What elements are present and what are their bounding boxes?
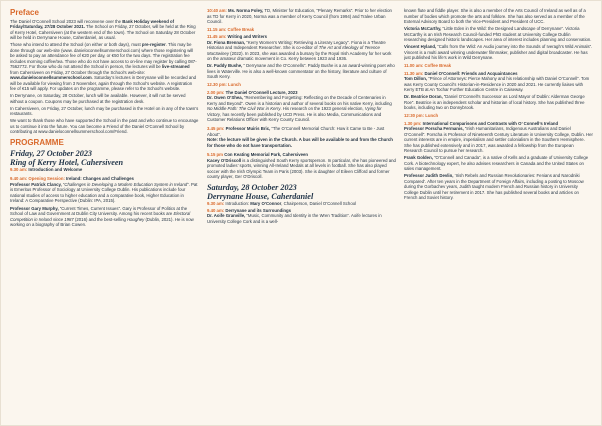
event-opening-session: 9.40 am: Opening Session: Ireland: Changes and Challenges Professor Patrick Clancy, “Challenges in Developing a Modern Education System in Ireland”. Pat is Emeritus Professor of Sociology at University College Dublin. His publications include four national studies of access to higher education and a comparative book, Higher Education in Ireland: A Comparative Perspective (Dublin: IPA, 2015). <box>10 176 198 204</box>
event-introduction-day2: 9.30 am: Introduction: Mary O’Connor, Chairperson, Daniel O’Connell School <box>207 200 357 206</box>
event-lunch-day1: 12.30 pm: Lunch <box>207 82 241 88</box>
event-introduction: 9.30 am: Introduction and Welcome <box>10 167 83 173</box>
event-writing-writers: 11.45 am: Writing and Writers Dr. Fiona Brennan, “Kerry Women’s Writing: Retrieving a Literary Legacy”. Fiona is a Theatre Historian and Independent Researcher. She is co-editor of The Art and Ideology of Terence MacSwiney (2022). In 2023, she was awarded a bursary by the Royal Irish Academy for her work on the amateur dramatic movement in Co. Kerry between 1923 and 1936. <box>207 34 392 62</box>
event-coffee-break: 11.15 am: Coffee Break <box>207 26 255 32</box>
event-friends-acquaintances: 11.30 am: Daniel O’Connell: Friends and Acquaintances Tom Dillon, “Prince of Attorneys: Pierce Mahony and his relationship with Daniel O’Connell”. Tom was Kerry County Council’s Historian-in-Residence in 2020 and 2021. He currently liaises with Kerry ETB at An Tochar Further Education Centre in Caiseway. <box>404 70 590 93</box>
event-judith-devlin: Professor Judith Devlin, ‘Irish Rebels and Russian Revolutionaries: Fenians and Narodniki Compared’. After ten years in the Department of Foreign Affairs, including a posting to Moscow during the Gorbachev years, Judith taught modern French and Russian history in University College Dublin until her retirement in 2017. She has published several books and articles on French and Soviet history. <box>404 173 584 201</box>
column-left <box>10 8 199 421</box>
event-oconnell-lecture: 2.00 pm: The Daniel O’Connell Lecture, 2023 Dr. Owen O’Shea, “Remembering and Forgetting: Reflecting on the Decade of Centenaries in Kerry and Beyond”. Owen is a historian and author of several books on his native Kerry, including No Middle Path: The Civil War in Kerry. His research on the 1923 general election, Vying for Victory, has recently been published by UCD Press. He is also Media, Communications and Customer Relations Officer with Kerry County Council. <box>207 89 392 123</box>
event-memorial-park: 5.15 pm Con Keating Memorial Park, Cahersiveen Kacey O’Driscoll is a distinguished South Kerry sportsperson. In particular, she has pioneered and promoted ladies’ sports, winning All-Ireland Medals at all levels in football. She has also played soccer with the Irish Olympic Team in Paris (2003). She is daughter of Eileen Clifford and former county player, Ger O’Driscoll. <box>207 152 396 180</box>
event-victoria-mccarthy: Victoria McCarthy, “Little Eden in the Wild: the Designed Landscape of Derrynane”. Victoria McCarthy is an Irish Research Council-funded PhD student at University College Dublin researching designed historic landscapes. Her area of interest includes planning and conservation. <box>404 26 592 43</box>
website-link[interactable]: www.danieloconnellsummerschool.com <box>10 75 92 81</box>
event-coffee-break-day2: 11.00 am: Coffee Break <box>404 63 452 69</box>
preface-paragraph-registration: Those who intend to attend the School (on either or both days), must pre-register. This may be done through our web-site (www. danieloconnellsummerschool.com) where those registering will be asked to pay an attendance fee of €20 per day, or €50 for the two days. The registration fee includes morning coffee/tea. Those who do not have access to on-line may register by calling 087-7562772. For those who do not attend the School in person, the lectures will be live-streamed from Cahersiveen on Friday, 27 October through the School’s web-site: www.danieloconnellsummerschool.com. Saturday’s lectures in Derrynane will be recorded and will be available for viewing from 3 November, again through the School’s website. A registration fee of €15 will apply. For updates on the programme, please refer to the School’s website. <box>10 42 197 92</box>
column-middle <box>207 8 396 421</box>
event-derrynane-surroundings: 9.40 am: Derrynane and its Surroundings Dr. Aoife Granville, “Music, Community and Identity in the Wren Tradition”. Aoife lectures in University College Cork and is a well- <box>207 207 382 224</box>
church-bus-note: Note: the lecture will be given in the Church. A bus will be available to and from the Church for those who do not have transportation. <box>207 137 393 148</box>
event-frank-golden: Frank Golden, “O’Connell and Canada”, is a native of Kells and a graduate of University College Cork. A biotechnology expert, he also advises researchers in Canada and the United States on sales management. <box>404 155 589 172</box>
event-muiris-bric: 3.45 pm: Professor Muiris Bric, “The O’Connell Memorial Church: How it Came to Be - Just About”. Note: the lecture will be given in the Church. A bus will be available to and from the Church for those who do not have transportation. <box>207 126 393 148</box>
preface-paragraph-lunch-cahersiveen: In Cahersiveen, on Friday, 27 October, lunch may be purchased in the Hotel on in any of the town’s restaurants. <box>10 105 199 117</box>
event-international-comparisons: 1.30 pm: International Comparisons and Contrasts with O’ Connell’s Ireland Professor Porscha Fermanis, “Irish Humanitarians, Indigenous Australians and Daniel O’Connell”. Porscha is Professor of Nineteenth Century Literature in University College, Dublin. Her current interests are in empire, imperialism and settler colonialism in the Southern Hemisphere. She has published extensively and in 2017, was awarded a fellowship from the European Research Council to pursue her research. <box>404 120 593 154</box>
event-gary-murphy: Professor Gary Murphy, “Current Times, Current Issues”. Gary is Professor of Politics at the School of Law and Government at Dublin City University. Among his recent books are Electoral Competition in Ireland since 1987 (2016) and the best-selling Haughey (Dublin, 2021). He is now working on a biography of Brian Cowen. <box>10 205 194 228</box>
event-vincent-hyland: Vincent Hyland, “Calls from the Wild: An Audio journey into the Sounds of Iveragh’s Wild Animals”. Vincent is a multi award winning underwater filmmaker, publisher and digital broadcaster. He has just published his life’s work in Wild Derrynane. <box>404 44 593 61</box>
preface-paragraph-friends: We want to thank those who have supported the School in the past and who continue to encourage us to continue it into the future. You can become a Friend of the Daniel O’Connell School by contributing at www.danieloconnellsummerschool.com/Friend. <box>10 118 199 135</box>
preface-paragraph-lunch-derrynane: In Derrynane, on Saturday, 28 October, lunch will be available. However, it will not be served without a coupon. Coupons may be purchased at the registration desk. <box>10 93 186 104</box>
day2-date: Saturday, 28 October 2023 <box>207 182 297 192</box>
preface-heading: Preface <box>10 8 39 17</box>
event-paddy-bushe: Dr. Paddy Bushe, “ Derrynane and the O’Connells”. Paddy Bushe is a an award-winning poet who lives in Waterville. He is also a well-known commentator on the history, literature and culture of South Kerry. <box>207 63 395 80</box>
programme-heading: PROGRAMME <box>10 137 64 147</box>
event-aoife-granville-cont: known flute and fiddle player. She is also a member of the Arts Council of Ireland as well as of a number of bodies which promote the arts and folklore. She has also served as a member of the External Advisory Board to both the Vice-President and President of UCC. <box>404 8 586 24</box>
day1-venue: Ring of Kerry Hotel, Cahersiveen <box>10 158 124 168</box>
event-beatrice-doran: Dr. Beatrice Doran, “Daniel O’Connell’s Successor as Lord Mayor of Dublin: Alderman George Roe”. Beatrice is an independent scholar and historian of local history. She has published three books, including two on Donnybrook. <box>404 94 585 111</box>
event-lunch-day2: 12:30 pm: Lunch <box>404 113 439 119</box>
preface-paragraph-dates: The Daniel O’Connell School 2023 will reconvene over the Bank Holiday weekend of Friday/Saturday, 27/28 October 2021. The School on Friday, 27 October, will be held at the Ring of Kerry Hotel, Cahersiveen (at the western end of the town). The School on Saturday 28 October will be held in Derrynane House, Caherdaniel, as usual. <box>10 18 196 40</box>
event-norma-foley: 10:40 am: Ms. Norma Foley, TD, Minister for Education, “Plenary Remarks”. Prior to her election as TD for Kerry in 2020, Norma was a member of Kerry Council (from 1994) and Tralee Urban Council. <box>207 8 392 24</box>
day2-venue: Derrynane House, Caherdaniel <box>207 191 314 201</box>
day1-date: Friday, 27 October 2023 <box>10 149 93 159</box>
column-right <box>404 8 593 421</box>
